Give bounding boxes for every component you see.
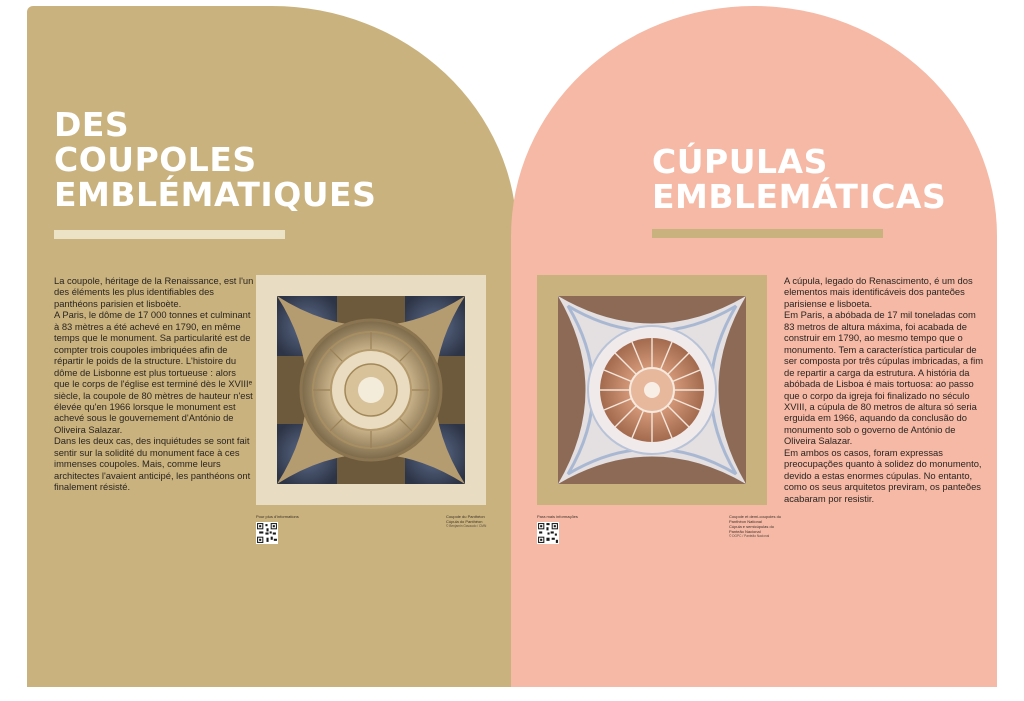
french-panel (27, 6, 517, 687)
french-qr-label: Pour plus d'informations (256, 514, 299, 519)
qr-code-icon[interactable] (256, 522, 278, 544)
portuguese-paragraph: A cúpula, legado do Renascimento, é um dos elementos mais identificáveis dos panteões parisiense e lisboeta. (784, 275, 973, 309)
french-paragraph: A Paris, le dôme de 17 000 tonnes et culminant à 83 mètres a été achevé en 1790, en même temps que le monument. Sa particularité est de compter trois coupoles imbriquées afin de répartir le poids de la structure. L'histoire du dôme de Lisbonne est plus tortueuse : alors que le corps de l'église est terminé dès le XVIIIᵉ siècle, la coupole de 80 mètres de hauteur n'est élevée qu'en 1966 lorsque le monument est achevé sous le gouvernement d'António de Oliveira Salazar. (54, 309, 253, 435)
portuguese-paragraph: Em Paris, a abóbada de 17 mil toneladas com 83 metros de altura máxima, foi acabada de construir em 1790, ao mesmo tempo que o monumento. Tem a característica particular de ser composta por três cúpulas imbricadas, a fim de repartir a carga da estrutura. A história da abóbada de Lisboa é mais tortuosa: ao passo que o corpo da igreja foi finalizado no século XVIII, a cúpula de 80 metros de altura só seria erguida em 1966, aquando da conclusão do monumento sob o governo de António de Oliveira Salazar. (784, 309, 984, 447)
portuguese-title-rule (652, 229, 883, 238)
portuguese-qr-label: Para mais informações (537, 514, 578, 519)
panteao-dome-photo-frame (537, 275, 767, 505)
portuguese-paragraph: Em ambos os casos, foram expressas preocupações quanto à solidez do monumento, devido a estas enormes cúpulas. No entanto, como os seus arquitetos previram, os panteões acabaram por resistir. (784, 446, 982, 504)
caption-subtitle: Cúpula do Panthéon (446, 519, 483, 524)
caption-subtitle: Cúpula e semicúpulas do Panteão Nacional (729, 524, 774, 534)
portuguese-body-text (784, 275, 984, 504)
pantheon-dome-photo-frame (256, 275, 486, 505)
french-title: DES COUPOLES EMBLÉMATIQUES (54, 105, 377, 214)
french-paragraph: La coupole, héritage de la Renaissance, est l'un des éléments les plus identifiables des panthéons parisien et lisboète. (54, 275, 254, 309)
caption-title: Coupole du Panthéon (446, 514, 485, 519)
french-photo-caption (446, 514, 500, 528)
portuguese-panel (511, 6, 997, 687)
portuguese-title: CÚPULAS EMBLEMÁTICAS (652, 142, 947, 216)
portuguese-photo-caption (729, 514, 783, 538)
caption-title: Coupole et demi-coupoles du Panthéon National (729, 514, 782, 524)
pantheon-paris-dome-photo (277, 296, 465, 484)
french-body-text (54, 275, 254, 493)
panteao-lisbon-dome-photo (558, 296, 746, 484)
french-title-rule (54, 230, 285, 239)
qr-code-icon[interactable] (537, 522, 559, 544)
caption-credit: © Benjamin Gavaudo / CMN (446, 524, 487, 528)
french-paragraph: Dans les deux cas, des inquiétudes se sont fait sentir sur la solidité du monument face à ces immenses coupoles. Mais, comme leurs architectes l'avaient anticipé, les panthéons ont finalement résisté. (54, 435, 251, 493)
caption-credit: © DGPC / Panteão Nacional (729, 534, 770, 538)
